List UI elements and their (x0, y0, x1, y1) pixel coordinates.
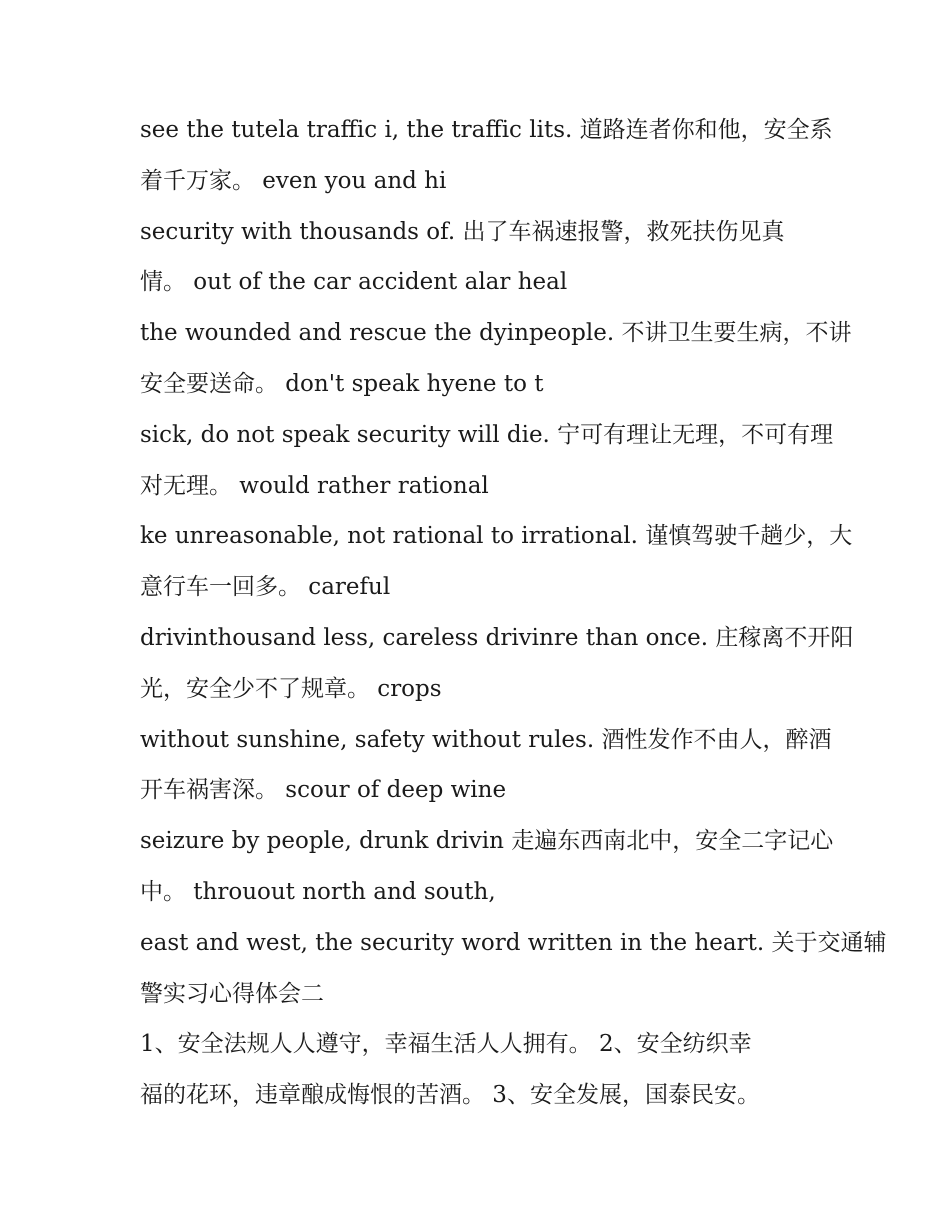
text-line: 对无理。 would rather rational (140, 472, 489, 499)
text-line: 情。 out of the car accident alar heal (140, 269, 568, 296)
text-line: 意行车一回多。 careful (140, 574, 391, 601)
text-line: 中。 throuout north and south, (140, 878, 496, 905)
text-line: sick, do not speak security will die. 宁可有理让无理，不可有理 (140, 421, 834, 448)
text-line: 安全要送命。 don't speak hyene to t (140, 370, 544, 397)
text-line: ke unreasonable, not rational to irrational. 谨慎驾驶千趟少，大 (140, 523, 853, 550)
text-line: 开车祸害深。 scour of deep wine (140, 777, 507, 804)
text-line: 光，安全少不了规章。 crops (140, 675, 442, 702)
text-line: 1、安全法规人人遵守，幸福生活人人拥有。 2、安全纺织幸 (140, 1031, 752, 1058)
text-line: the wounded and rescue the dyinpeople. 不讲卫生要生病，不讲 (140, 320, 852, 347)
text-line: without sunshine, safety without rules. 酒性发作不由人，醉酒 (140, 726, 832, 753)
text-line: see the tutela traffic i, the traffic lits. 道路连者你和他，安全系 (140, 117, 833, 143)
text-line: 福的花环，违章酿成悔恨的苦酒。 3、安全发展，国泰民安。 (140, 1082, 760, 1109)
text-line: security with thousands of. 出了车祸速报警，救死扶伤见真 (140, 218, 785, 245)
text-line: 警实习心得体会二 (140, 980, 324, 1007)
text-line: east and west, the security word written in the heart. 关于交通辅 (140, 929, 887, 956)
text-line: drivinthousand less, careless drivinre than once. 庄稼离不开阳 (140, 624, 854, 651)
document-body (140, 108, 887, 1124)
text-line: seizure by people, drunk drivin 走遍东西南北中，安全二字记心 (140, 828, 834, 855)
text-line: 着千万家。 even you and hi (140, 167, 447, 194)
